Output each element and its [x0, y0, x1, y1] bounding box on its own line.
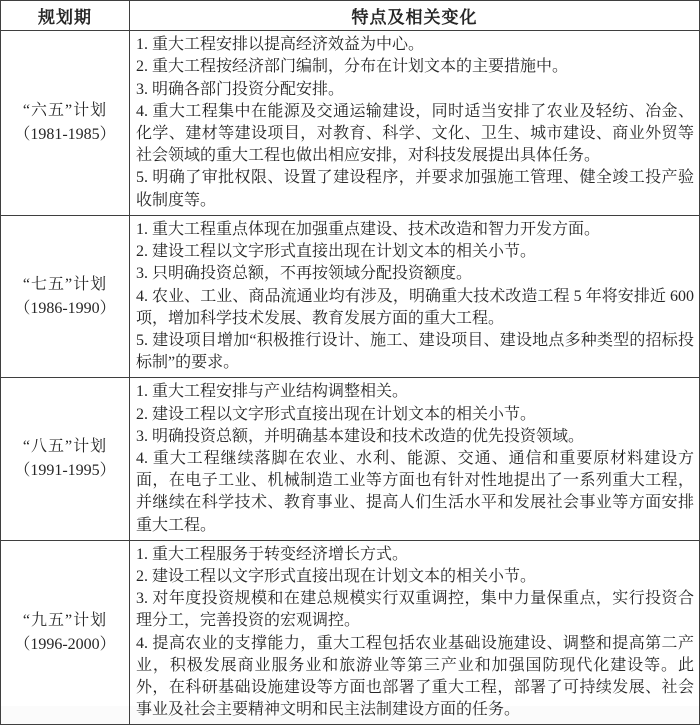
- feature-item: 3. 只明确投资总额，不再按领域分配投资额度。: [136, 265, 473, 283]
- period-name: “六五”计划: [22, 102, 108, 119]
- feature-item: 5. 明确了审批权限、设置了建设程序，并要求加强施工管理、健全竣工投产验收制度等。: [136, 169, 694, 209]
- header-period: 规划期: [1, 1, 130, 31]
- feature-item: 1. 重大工程安排与产业结构调整相关。: [136, 383, 409, 401]
- feature-item: 2. 建设工程以文字形式直接出现在计划文本的相关小节。: [136, 243, 537, 261]
- feature-item: 4. 提高农业的支撑能力，重大工程包括农业基础设施建设、调整和提高第二产业，积极发展商业服务业和旅游业等第三产业和加强国防现代化建设等。此外，在科研基础设施建设等方面也部署了重大工程，部署了可持续发展、社会事业及社会主要精神文明和民主法制建设方面的任务。: [136, 634, 694, 719]
- feature-item: 3. 明确投资总额，并明确基本建设和技术改造的优先投资领域。: [136, 427, 585, 445]
- feature-item: 4. 重大工程集中在能源及交通运输建设，同时适当安排了农业及轻纺、冶金、化学、建材等建设项目，对教育、科学、文化、卫生、城市建设、商业外贸等社会领域的重大工程也做出相应安排，对科技发展提出具体任务。: [136, 102, 694, 165]
- table-row-8th-plan: [1, 378, 700, 540]
- feature-item: 2. 建设工程以文字形式直接出现在计划文本的相关小节。: [136, 568, 537, 586]
- feature-item: 4. 农业、工业、商品流通业均有涉及，明确重大技术改造工程 5 年将安排近 600 项，增加科学技术发展、教育发展方面的重大工程。: [136, 287, 694, 327]
- feature-item: 1. 重大工程安排以提高经济效益为中心。: [136, 36, 425, 54]
- feature-item: 3. 对年度投资规模和在建总规模实行双重调控，集中力量保重点，实行投资合理分工，完善投资的宏观调控。: [136, 590, 694, 630]
- period-name: “八五”计划: [22, 438, 108, 456]
- features-cell: [130, 378, 700, 540]
- period-cell: [1, 216, 130, 378]
- period-cell: [1, 31, 130, 216]
- period-cell: [1, 378, 130, 540]
- feature-item: 2. 建设工程以文字形式直接出现在计划文本的相关小节。: [136, 405, 537, 423]
- period-years: （1991-1995）: [14, 462, 116, 480]
- table-row-9th-plan: [1, 540, 700, 725]
- feature-item: 2. 重大工程按经济部门编制，分布在计划文本的主要措施中。: [136, 58, 569, 76]
- period-cell: [1, 540, 130, 725]
- period-years: （1981-1985）: [14, 126, 116, 143]
- period-years: （1986-1990）: [14, 299, 116, 317]
- feature-item: 1. 重大工程服务于转变经济增长方式。: [136, 545, 409, 563]
- period-name: “九五”计划: [22, 611, 108, 629]
- period-name: “七五”计划: [22, 275, 108, 293]
- table-row-7th-plan: [1, 216, 700, 378]
- feature-item: 3. 明确各部门投资分配安排。: [136, 80, 345, 98]
- feature-item: 5. 建设项目增加“积极推行设计、施工、建设项目、建设地点多种类型的招标投标制”的要求。: [136, 332, 694, 372]
- table-header-row: [1, 1, 700, 31]
- table-row-6th-plan: [1, 31, 700, 216]
- features-cell: [130, 540, 700, 725]
- header-features: 特点及相关变化: [130, 1, 700, 31]
- feature-item: 1. 重大工程重点体现在加强重点建设、技术改造和智力开发方面。: [136, 221, 601, 238]
- feature-item: 4. 重大工程继续落脚在农业、水利、能源、交通、通信和重要原材料建设方面，在电子工业、机械制造工业等方面也有针对性地提出了一系列重大工程，并继续在科学技术、教育事业、提高人们生活水平和发展社会事业等方面安排重大工程。: [136, 450, 694, 534]
- features-cell: [130, 31, 700, 216]
- features-cell: [130, 216, 700, 378]
- period-years: （1996-2000）: [14, 635, 116, 653]
